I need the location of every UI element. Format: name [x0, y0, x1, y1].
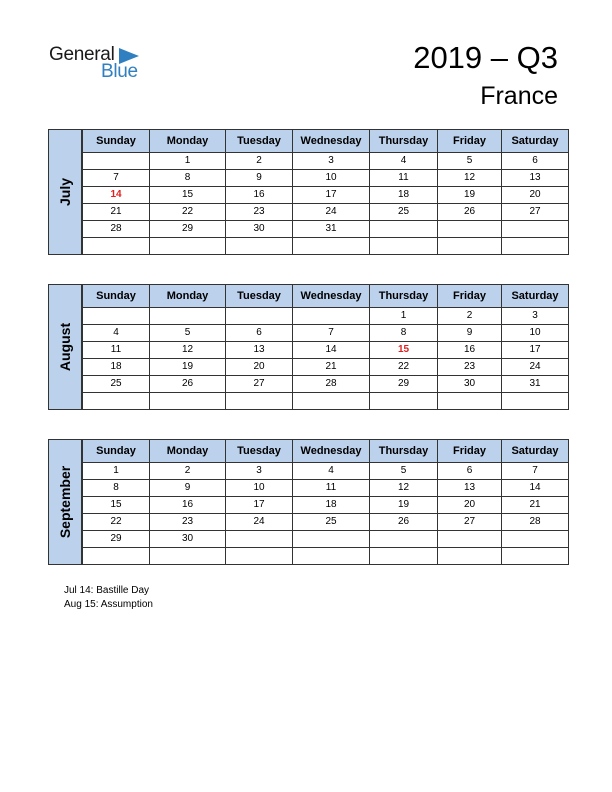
day-cell: 7	[293, 325, 370, 342]
day-cell	[438, 221, 502, 238]
weekday-header: Saturday	[502, 130, 569, 153]
week-row	[83, 548, 569, 565]
day-cell	[226, 238, 293, 255]
day-cell: 12	[438, 170, 502, 187]
week-row	[83, 480, 569, 497]
day-cell: 21	[502, 497, 569, 514]
weekday-header: Monday	[150, 285, 226, 308]
logo-blue-text: Blue	[101, 61, 138, 82]
day-cell: 12	[150, 342, 226, 359]
day-cell: 29	[370, 376, 438, 393]
day-cell	[293, 238, 370, 255]
day-cell: 17	[502, 342, 569, 359]
page-title: 2019 – Q3	[413, 40, 558, 75]
weekday-header: Tuesday	[226, 285, 293, 308]
day-cell	[370, 393, 438, 410]
day-cell	[83, 548, 150, 565]
day-cell: 3	[502, 308, 569, 325]
day-cell	[150, 548, 226, 565]
day-cell: 2	[226, 153, 293, 170]
day-cell	[370, 238, 438, 255]
day-cell: 18	[293, 497, 370, 514]
day-cell: 17	[293, 187, 370, 204]
day-cell	[502, 393, 569, 410]
day-cell: 5	[370, 463, 438, 480]
day-cell: 25	[83, 376, 150, 393]
week-row	[83, 393, 569, 410]
day-cell: 14	[502, 480, 569, 497]
day-cell: 23	[226, 204, 293, 221]
day-cell: 30	[226, 221, 293, 238]
day-cell: 9	[226, 170, 293, 187]
day-cell	[83, 238, 150, 255]
day-cell: 6	[226, 325, 293, 342]
day-cell	[370, 531, 438, 548]
week-row	[83, 204, 569, 221]
holiday-note: Aug 15: Assumption	[64, 599, 153, 610]
day-cell: 14	[293, 342, 370, 359]
day-cell: 27	[502, 204, 569, 221]
day-cell: 16	[438, 342, 502, 359]
day-cell: 20	[226, 359, 293, 376]
day-cell	[502, 221, 569, 238]
day-cell	[293, 531, 370, 548]
weekday-header: Thursday	[370, 285, 438, 308]
day-cell: 3	[226, 463, 293, 480]
day-cell: 1	[150, 153, 226, 170]
weekday-header: Sunday	[83, 440, 150, 463]
day-cell: 20	[502, 187, 569, 204]
day-cell	[438, 548, 502, 565]
day-cell	[293, 548, 370, 565]
month-name: August	[57, 322, 73, 372]
day-cell: 31	[502, 376, 569, 393]
day-cell: 27	[226, 376, 293, 393]
calendar-table	[82, 439, 569, 565]
day-cell	[293, 393, 370, 410]
weekday-header: Friday	[438, 440, 502, 463]
day-cell: 10	[293, 170, 370, 187]
day-cell: 17	[226, 497, 293, 514]
week-row	[83, 325, 569, 342]
day-cell: 1	[370, 308, 438, 325]
week-row	[83, 497, 569, 514]
day-cell	[502, 238, 569, 255]
day-cell	[226, 393, 293, 410]
day-cell: 13	[226, 342, 293, 359]
day-cell: 23	[438, 359, 502, 376]
day-cell: 29	[150, 221, 226, 238]
day-cell: 3	[293, 153, 370, 170]
week-row	[83, 531, 569, 548]
day-cell: 2	[438, 308, 502, 325]
week-row	[83, 463, 569, 480]
day-cell: 31	[293, 221, 370, 238]
weekday-header-row	[83, 285, 569, 308]
holiday-note: Jul 14: Bastille Day	[64, 585, 150, 596]
day-cell: 25	[293, 514, 370, 531]
day-cell	[438, 393, 502, 410]
day-cell: 19	[370, 497, 438, 514]
day-cell: 21	[293, 359, 370, 376]
day-cell: 6	[502, 153, 569, 170]
day-cell: 30	[438, 376, 502, 393]
day-cell: 5	[150, 325, 226, 342]
weekday-header: Monday	[150, 130, 226, 153]
day-cell: 8	[83, 480, 150, 497]
day-cell: 26	[150, 376, 226, 393]
day-cell	[226, 531, 293, 548]
weekday-header: Tuesday	[226, 440, 293, 463]
day-cell: 15	[150, 187, 226, 204]
day-cell	[502, 531, 569, 548]
weekday-header: Tuesday	[226, 130, 293, 153]
day-cell	[370, 548, 438, 565]
week-row	[83, 342, 569, 359]
day-cell: 21	[83, 204, 150, 221]
day-cell	[502, 548, 569, 565]
week-row	[83, 170, 569, 187]
week-row	[83, 187, 569, 204]
day-cell	[83, 393, 150, 410]
day-cell: 11	[293, 480, 370, 497]
day-cell: 9	[438, 325, 502, 342]
week-row	[83, 238, 569, 255]
day-cell: 27	[438, 514, 502, 531]
day-cell: 28	[293, 376, 370, 393]
day-cell: 15	[83, 497, 150, 514]
month-name: July	[57, 177, 73, 207]
day-cell: 16	[150, 497, 226, 514]
day-cell: 15	[370, 342, 438, 359]
logo-general-text: General	[49, 44, 115, 65]
day-cell: 25	[370, 204, 438, 221]
weekday-header: Sunday	[83, 130, 150, 153]
calendar-table	[82, 129, 569, 255]
week-row	[83, 221, 569, 238]
day-cell: 4	[293, 463, 370, 480]
week-row	[83, 514, 569, 531]
day-cell: 14	[83, 187, 150, 204]
day-cell: 11	[83, 342, 150, 359]
week-row	[83, 308, 569, 325]
weekday-header: Wednesday	[293, 440, 370, 463]
weekday-header: Thursday	[370, 440, 438, 463]
logo	[49, 44, 149, 84]
day-cell	[226, 308, 293, 325]
day-cell: 24	[226, 514, 293, 531]
day-cell: 22	[83, 514, 150, 531]
day-cell: 4	[83, 325, 150, 342]
day-cell: 13	[502, 170, 569, 187]
day-cell: 28	[83, 221, 150, 238]
weekday-header: Friday	[438, 285, 502, 308]
day-cell: 11	[370, 170, 438, 187]
weekday-header: Sunday	[83, 285, 150, 308]
day-cell: 12	[370, 480, 438, 497]
day-cell	[150, 308, 226, 325]
weekday-header: Wednesday	[293, 285, 370, 308]
day-cell	[293, 308, 370, 325]
day-cell: 6	[438, 463, 502, 480]
day-cell	[150, 238, 226, 255]
day-cell: 10	[226, 480, 293, 497]
day-cell: 8	[150, 170, 226, 187]
day-cell: 22	[370, 359, 438, 376]
day-cell: 26	[370, 514, 438, 531]
country-name: France	[480, 82, 558, 110]
day-cell: 7	[502, 463, 569, 480]
day-cell: 22	[150, 204, 226, 221]
weekday-header: Friday	[438, 130, 502, 153]
month-label-column	[48, 129, 82, 255]
month-name: September	[57, 465, 73, 539]
day-cell: 16	[226, 187, 293, 204]
weekday-header: Monday	[150, 440, 226, 463]
day-cell: 8	[370, 325, 438, 342]
day-cell	[83, 308, 150, 325]
month-calendar-1	[48, 284, 564, 410]
day-cell: 20	[438, 497, 502, 514]
calendar-table	[82, 284, 569, 410]
day-cell: 13	[438, 480, 502, 497]
day-cell: 26	[438, 204, 502, 221]
day-cell: 19	[150, 359, 226, 376]
day-cell: 7	[83, 170, 150, 187]
weekday-header: Wednesday	[293, 130, 370, 153]
week-row	[83, 376, 569, 393]
week-row	[83, 153, 569, 170]
day-cell: 9	[150, 480, 226, 497]
day-cell: 18	[83, 359, 150, 376]
holiday-notes	[64, 584, 153, 612]
weekday-header: Saturday	[502, 440, 569, 463]
day-cell	[438, 531, 502, 548]
month-label-column	[48, 284, 82, 410]
weekday-header-row	[83, 130, 569, 153]
day-cell: 10	[502, 325, 569, 342]
day-cell	[226, 548, 293, 565]
day-cell: 19	[438, 187, 502, 204]
weekday-header: Saturday	[502, 285, 569, 308]
day-cell: 5	[438, 153, 502, 170]
day-cell: 24	[502, 359, 569, 376]
day-cell: 30	[150, 531, 226, 548]
month-calendar-2	[48, 439, 564, 565]
day-cell	[83, 153, 150, 170]
day-cell: 24	[293, 204, 370, 221]
day-cell: 2	[150, 463, 226, 480]
month-label-column	[48, 439, 82, 565]
day-cell: 23	[150, 514, 226, 531]
weekday-header: Thursday	[370, 130, 438, 153]
day-cell: 18	[370, 187, 438, 204]
day-cell	[438, 238, 502, 255]
weekday-header-row	[83, 440, 569, 463]
day-cell: 4	[370, 153, 438, 170]
day-cell: 28	[502, 514, 569, 531]
day-cell: 1	[83, 463, 150, 480]
week-row	[83, 359, 569, 376]
day-cell	[150, 393, 226, 410]
day-cell	[370, 221, 438, 238]
month-calendar-0	[48, 129, 564, 255]
day-cell: 29	[83, 531, 150, 548]
